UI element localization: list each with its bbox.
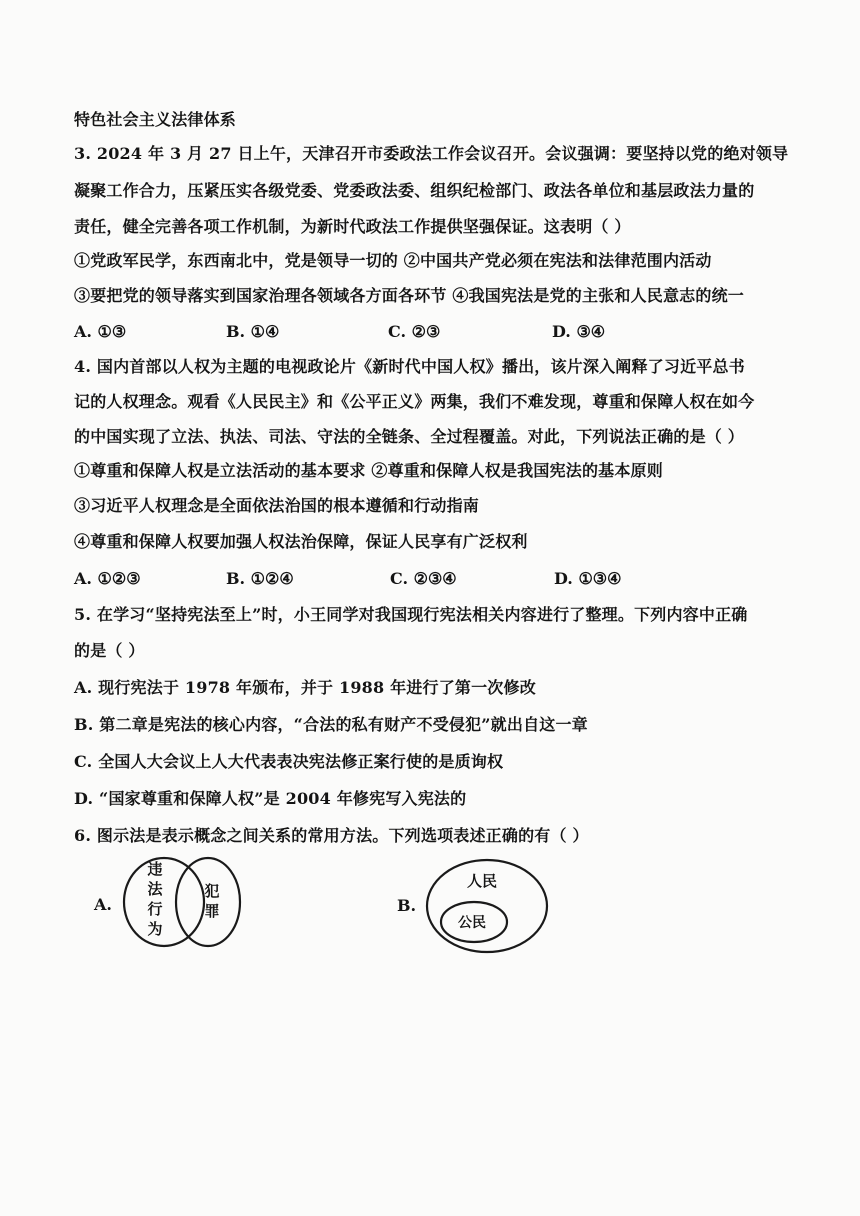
q3-option-d[interactable]: D. ③④ (552, 322, 606, 341)
q3-statement-line-1: ①党政军民学，东西南北中，党是领导一切的 ②中国共产党必须在宪法和法律范围内活动 (74, 251, 712, 270)
q6-diagram-a[interactable] (90, 855, 250, 950)
q4-statement-line-3: ④尊重和保障人权要加强人权法治保障，保证人民享有广泛权利 (74, 532, 528, 551)
q6-diagram-a-label: A. (94, 895, 112, 914)
q4-option-d[interactable]: D. ①③④ (554, 569, 622, 588)
q3-option-a[interactable]: A. ①③ (74, 322, 127, 341)
q3-option-c[interactable]: C. ②③ (388, 322, 441, 341)
q4-option-a[interactable]: A. ①②③ (74, 569, 141, 588)
q5-option-d[interactable]: D. “国家尊重和保障人权”是 2004 年修宪写入宪法的 (74, 789, 467, 808)
q5-option-b[interactable]: B. 第二章是宪法的核心内容，“合法的私有财产不受侵犯”就出自这一章 (74, 715, 588, 734)
q3-stem-line-3: 责任，健全完善各项工作机制，为新时代政法工作提供坚强保证。这表明（ ） (74, 217, 631, 236)
q4-statement-line-1: ①尊重和保障人权是立法活动的基本要求 ②尊重和保障人权是我国宪法的基本原则 (74, 461, 663, 480)
q4-stem-line-2: 记的人权理念。观看《人民民主》和《公平正义》两集，我们不难发现，尊重和保障人权在如今 (74, 392, 755, 411)
q4-stem-line-1: 4. 国内首部以人权为主题的电视政论片《新时代中国人权》播出，该片深入阐释了习近平总书 (74, 357, 745, 376)
venn-ellipses-graphic (90, 855, 250, 950)
q5-stem-line-2: 的是（ ） (74, 641, 145, 660)
q4-stem-line-3: 的中国实现了立法、执法、司法、守法的全链条、全过程覆盖。对此，下列说法正确的是（ ） (74, 427, 744, 446)
q5-stem-line-1: 5. 在学习“坚持宪法至上”时，小王同学对我国现行宪法相关内容进行了整理。下列内容中正确 (74, 605, 748, 624)
q4-statement-line-2: ③习近平人权理念是全面依法治国的根本遵循和行动指南 (74, 496, 480, 515)
q3-stem-line-2: 凝聚工作合力，压紧压实各级党委、党委政法委、组织纪检部门、政法各单位和基层政法力量的 (74, 181, 755, 200)
q4-option-c[interactable]: C. ②③④ (390, 569, 457, 588)
q6-diagram-a-left-text: 违法行为 (147, 860, 163, 938)
q3-options (74, 322, 774, 342)
q3-stem-line-1: 3. 2024 年 3 月 27 日上午，天津召开市委政法工作会议召开。会议强调：要坚持以党的绝对领导 (74, 144, 789, 163)
q3-option-b[interactable]: B. ①④ (226, 322, 280, 341)
q6-diagram-b-inner-text: 公民 (458, 915, 486, 931)
q5-option-a[interactable]: A. 现行宪法于 1978 年颁布，并于 1988 年进行了第一次修改 (74, 678, 536, 697)
section-fragment: 特色社会主义法律体系 (74, 110, 237, 129)
q6-diagram-a-right-text: 犯罪 (204, 882, 220, 920)
q6-diagram-b[interactable] (395, 856, 565, 956)
q3-statement-line-2: ③要把党的领导落实到国家治理各领域各方面各环节 ④我国宪法是党的主张和人民意志的统一 (74, 286, 744, 305)
q6-diagram-b-label: B. (397, 896, 417, 915)
q6-stem: 6. 图示法是表示概念之间关系的常用方法。下列选项表述正确的有（ ） (74, 826, 589, 845)
illegal-act-ellipse (124, 858, 204, 946)
q6-diagram-b-outer-text: 人民 (467, 872, 498, 890)
q4-options (74, 569, 774, 589)
q5-option-c[interactable]: C. 全国人大会议上人大代表表决宪法修正案行使的是质询权 (74, 752, 504, 771)
q4-option-b[interactable]: B. ①②④ (226, 569, 294, 588)
